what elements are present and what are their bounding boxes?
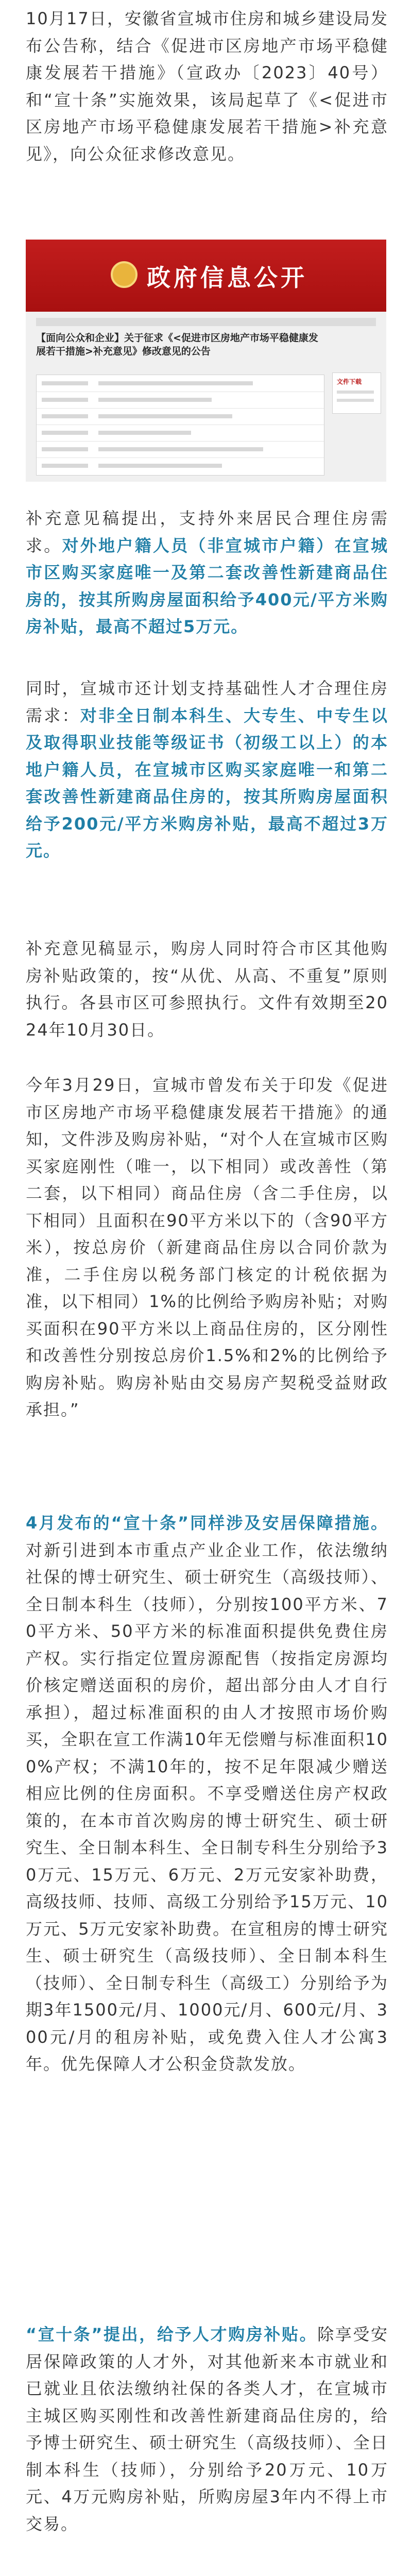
paragraph-march-policy <box>26 1072 388 1423</box>
paragraph-outsider-subsidy <box>26 505 388 640</box>
notice-heading: 【面向公众和企业】关于征求《<促进市区房地产市场平稳健康发展若干措施>补充意见》修改意见的公告 <box>36 332 318 357</box>
notice-banner <box>26 240 386 312</box>
notice-download-box <box>332 372 381 414</box>
notice-toolbar <box>36 318 376 326</box>
paragraph-outsider-subsidy-highlight: 对外地户籍人员（非宣城市户籍）在宣城市区购买家庭唯一及第二套改善性新建商品住房的，按其所购房屋面积给予400元/平方米购房补贴，最高不超过5万元。 <box>26 535 388 636</box>
paragraph-talent-subsidy-highlight: “宣十条”提出，给予人才购房补贴。 <box>26 2325 318 2344</box>
national-emblem-icon <box>111 261 138 288</box>
paragraph-xuan-ten-housing <box>26 1510 388 2078</box>
paragraph-talent-subsidy-text: 除享受安居保障政策的人才外，对其他新来本市就业和已就业且依法缴纳社保的各类人才，在宣城市主城区购买刚性和改善性新建商品住房的，给予博士研究生、硕士研究生（高级技师）、全日制本科生（技师），分别给予20万元、10万元、4万元购房补贴，所购房屋3年内不得上市交易。 <box>26 2325 388 2534</box>
paragraph-principle <box>26 935 388 1043</box>
paragraph-xuan-ten-housing-text: 对新引进到本市重点产业企业工作，依法缴纳社保的博士研究生、硕士研究生（高级技师）、全日制本科生（技师），分别按100平方米、70平方米、50平方米的标准面积提供免费住房产权。实行指定位置房源配售（按指定房源均价核定赠送面积的房价，超出部分由人才自行承担），超过标准面积的由人才按照市场价购买，全职在宣工作满10年无偿赠与标准面积100%产权；不满10年的，按不足年限减少赠送相应比例的住房面积。不享受赠送住房产权政策的，在本市首次购房的博士研究生、硕士研究生、全日制本科生、全日制专科生分别给予30万元、15万元、6万元、2万元安家补助费，高级技师、技师、高级工分别给予15万元、10万元、5万元安家补助费。在宣租房的博士研究生、硕士研究生（高级技师）、全日制本科生（技师）、全日制专科生（高级工）分别给予为期3年1500元/月、1000元/月、600元/月、300元/月的租房补贴，或免费入住人才公寓3年。优先保障人才公积金贷款发放。 <box>26 1540 388 2074</box>
paragraph-talent-housing <box>26 675 388 865</box>
paragraph-talent-housing-lead: 同时，宣城市还计划支持基础性人才合理住房需求： <box>26 679 388 725</box>
paragraph-intro <box>26 5 388 167</box>
paragraph-talent-housing-highlight: 对非全日制本科生、大专生、中专生以及取得职业技能等级证书（初级工以上）的本地户籍人员，在宣城市区购买家庭唯一和第二套改善性新建商品住房的，按其所购房屋面积给予200元/平方米购房补贴，最高不超过3万元。 <box>26 705 388 860</box>
notice-info-table <box>36 375 324 476</box>
paragraph-intro-text: 10月17日，安徽省宣城市住房和城乡建设局发布公告称，结合《促进市区房地产市场平稳健康发展若干措施》（宣政办〔2023〕40号）和“宣十条”实施效果，该局起草了《<促进市区房地产市场平稳健康发展若干措施>补充意见》，向公众征求修改意见。 <box>26 9 388 164</box>
notice-screenshot-image <box>26 240 386 482</box>
paragraph-talent-subsidy <box>26 2321 388 2537</box>
paragraph-principle-text: 补充意见稿显示，购房人同时符合市区其他购房补贴政策的，按“从优、从高、不重复”原则执行。各县市区可参照执行。文件有效期至2024年10月30日。 <box>26 939 388 1040</box>
paragraph-xuan-ten-housing-highlight: 4月发布的“宣十条”同样涉及安居保障措施。 <box>26 1513 388 1533</box>
notice-download-label: 文件下载 <box>337 378 362 385</box>
paragraph-outsider-subsidy-lead: 补充意见稿提出，支持外来居民合理住房需求。 <box>26 509 388 555</box>
notice-banner-title: 政府信息公开 <box>147 264 307 292</box>
paragraph-march-policy-text: 今年3月29日，宣城市曾发布关于印发《促进市区房地产市场平稳健康发展若干措施》的通知，文件涉及购房补贴，“对个人在宣城市区购买家庭刚性（唯一，以下相同）或改善性（第二套，以下相同）商品住房（含二手住房，以下相同）且面积在90平方米以下的（含90平方米），按总房价（新建商品住房以合同价款为准，二手住房以税务部门核定的计税依据为准，以下相同）1%的比例给予购房补贴；对购买面积在90平方米以上商品住房的，区分刚性和改善性分别按总房价1.5%和2%的比例给予购房补贴。购房补贴由交易房产契税受益财政承担。” <box>26 1075 388 1419</box>
